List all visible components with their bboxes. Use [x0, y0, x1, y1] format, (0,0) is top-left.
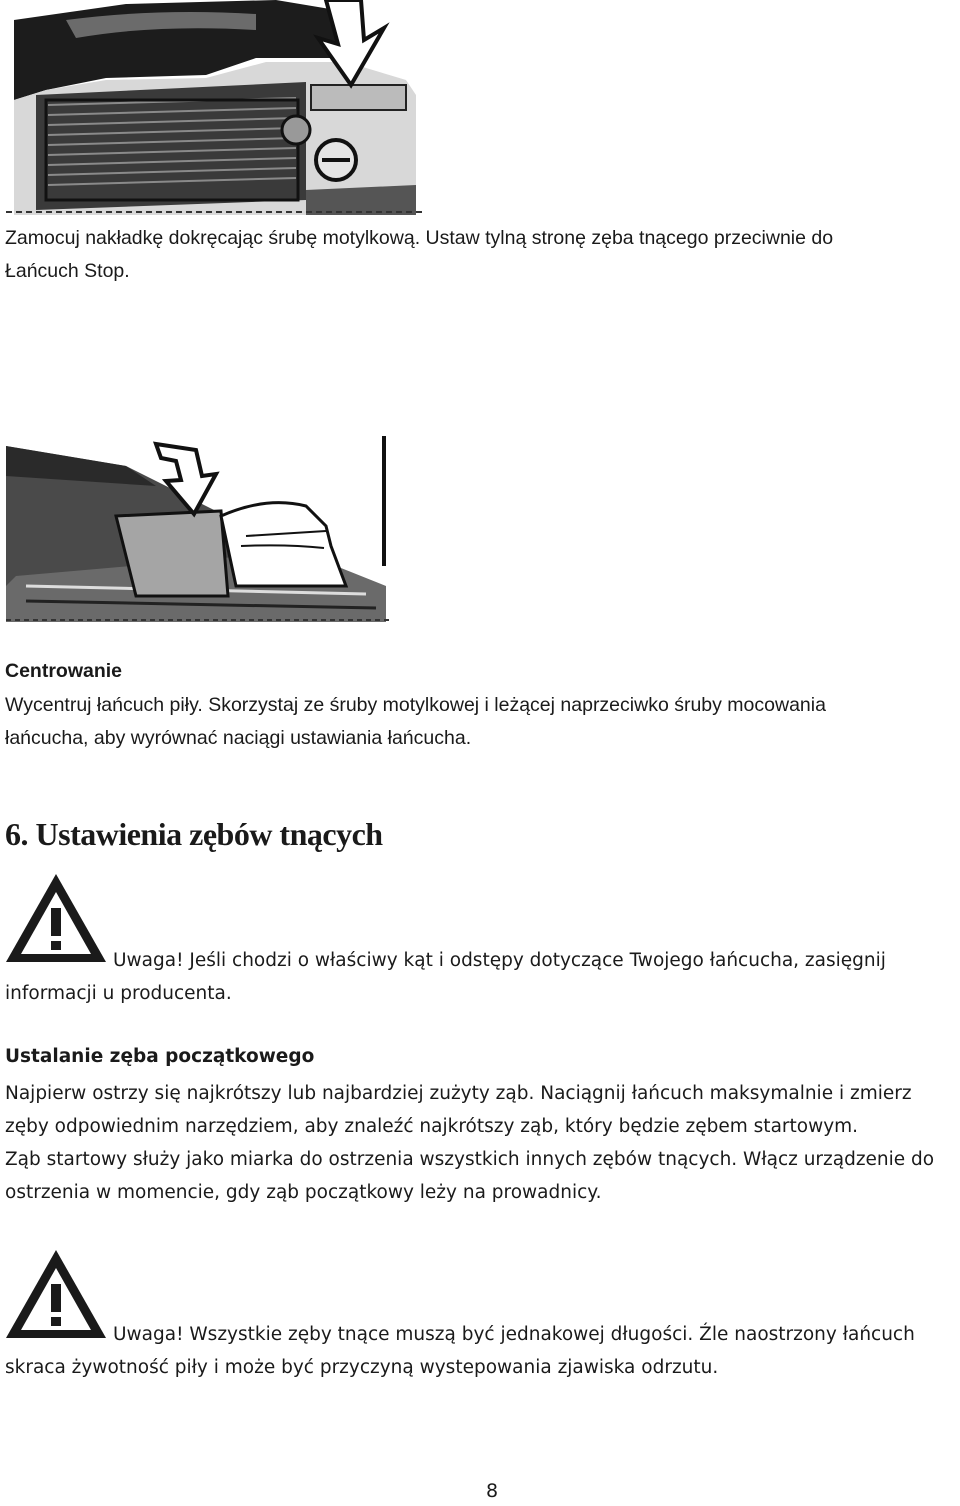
- starting-tooth-line-3: Ząb startowy służy jako miarka do ostrzenia wszystkich innych zębów tnących. Włącz urządzenie do: [5, 1149, 935, 1170]
- centering-line-1: Wycentruj łańcuch piły. Skorzystaj ze śruby motylkowej i leżącej naprzeciwko śruby mocowania: [5, 694, 826, 716]
- starting-tooth-line-4: ostrzenia w momencie, gdy ząb początkowy leży na prowadnicy.: [5, 1182, 602, 1203]
- chain-guide-photo: [6, 436, 392, 622]
- starting-tooth-line-1: Najpierw ostrzy się najkrótszy lub najbardziej zużyty ząb. Naciągnij łańcuch maksymalnie i zmierz: [5, 1083, 912, 1104]
- chain-cover-photo: [6, 0, 422, 218]
- starting-tooth-line-2: zęby odpowiednim narzędziem, aby znaleźć najkrótszy ząb, który będzie zębem startowym.: [5, 1116, 859, 1137]
- intro-line-2: Łańcuch Stop.: [5, 260, 130, 282]
- page-number: 8: [485, 1480, 499, 1502]
- starting-tooth-heading: Ustalanie zęba początkowego: [5, 1046, 315, 1067]
- intro-line-1: Zamocuj nakładkę dokręcając śrubę motylkową. Ustaw tylną stronę zęba tnącego przeciwnie do: [5, 227, 834, 249]
- centering-line-2: łańcucha, aby wyrównać naciągi ustawiania łańcucha.: [5, 727, 472, 749]
- centering-paragraph: [5, 689, 955, 755]
- intro-paragraph: [5, 222, 955, 288]
- warning-1-text: [5, 944, 955, 1010]
- warning-1-line-1: Uwaga! Jeśli chodzi o właściwy kąt i odstępy dotyczące Twojego łańcucha, zasięgnij: [113, 950, 886, 971]
- section-title: 6. Ustawienia zębów tnących: [5, 816, 383, 852]
- warning-1-line-2: informacji u producenta.: [5, 983, 232, 1004]
- centering-heading: Centrowanie: [5, 660, 123, 682]
- warning-2-text: [5, 1318, 955, 1384]
- warning-2-line-1: Uwaga! Wszystkie zęby tnące muszą być jednakowej długości. Źle naostrzony łańcuch: [113, 1324, 915, 1345]
- warning-2-line-2: skraca żywotność piły i może być przyczyną wystepowania zjawiska odrzutu.: [5, 1357, 719, 1378]
- starting-tooth-paragraph: [5, 1077, 955, 1209]
